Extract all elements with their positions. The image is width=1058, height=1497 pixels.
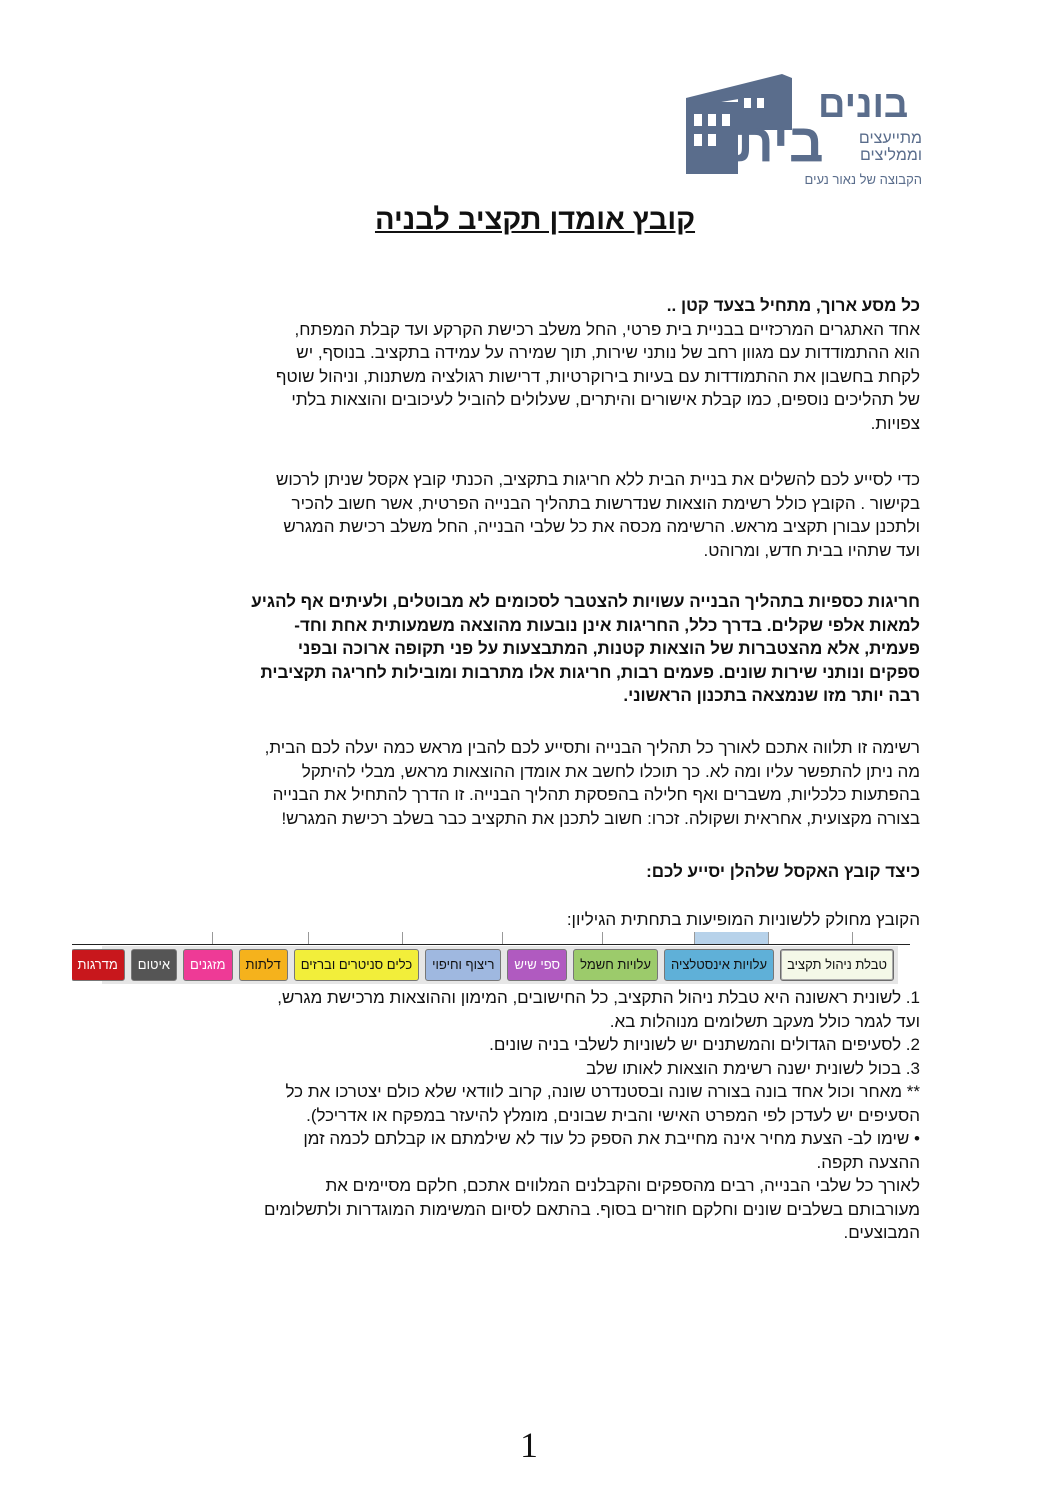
text-line: • שימו לב- הצעת מחיר אינה מחייבת את הספק כל עוד לא שילמתם או קבלתם לכמה זמן	[303, 1129, 920, 1148]
sheet-tab[interactable]: מזגנים	[183, 949, 233, 981]
grid-line	[768, 932, 769, 944]
excel-paragraph	[150, 468, 920, 562]
text-line: בקישור . הקובץ כולל רשימת הוצאות שנדרשות בתהליך הבנייה הפרטית, אשר חשוב להכיר	[291, 493, 920, 513]
text-line: ועד לגמר כולל מעקב תשלומים מנוהלות בא.	[609, 1011, 920, 1031]
intro-paragraph	[150, 294, 920, 435]
text-line: הסעיפים יש לעדכן לפי המפרט האישי והבית שבונים, מומלץ להיעזר במפקח או אדריכל).	[306, 1105, 920, 1125]
logo-side-text	[830, 130, 922, 164]
grid-line	[852, 932, 853, 944]
grid-line	[402, 932, 403, 944]
section-heading: כיצד קובץ האקסל שלהלן יסייע לכם:	[646, 862, 920, 881]
excel-tabs-screenshot	[72, 932, 910, 986]
text-line: בהפתעות כלכליות, משברים ואף חלילה בהפסקת תהליך הבנייה. זו הדרך להתחיל את הבנייה	[272, 785, 920, 804]
text-line: של תהליכים נוספים, כמו קבלת אישורים והיתרים, שעלולים להוביל לעיכובים והוצאות בלתי	[291, 390, 920, 409]
sheet-tab[interactable]: עלויות חשמל	[573, 949, 658, 981]
text-line: ** מאחר וכול אחד בונה בצורה שונה ובסטנדרט שונה, קרוב לוודאי שלא כולם יצטרכו את כל	[285, 1082, 920, 1101]
text-line: רבה יותר מזו שנמצאה בתכנון הראשוני.	[623, 686, 920, 705]
text-line: ולתכנן עבורן תקציב מראש. הרשימה מכסה את כל שלבי הבנייה, החל משלב רכישת המגרש	[283, 517, 920, 536]
sheet-tab[interactable]: ריצוף וחיפוי	[425, 949, 501, 981]
text-line: לקחת בחשבון את ההתמודדות עם בעיות בירוקרטיות, דרישות רגולציה משתנות, וניהול שוטף	[275, 366, 920, 386]
text-line: 3. בכול לשונית ישנה רשימת הוצאות לאותו שלב	[586, 1058, 920, 1078]
text-line: אחד האתגרים המרכזיים בבניית בית פרטי, החל משלב רכישת הקרקע ועד קבלת המפתח,	[294, 319, 920, 339]
help-heading	[150, 860, 920, 884]
sheet-tab[interactable]: ספי שיש	[507, 949, 567, 981]
intro-lead: כל מסע ארוך, מתחיל בצעד קטן ..	[666, 296, 920, 315]
text-line: פעמית, אלא מהצטברות של הוצאות קטנות, המתבצעות על פני תקופה ארוכה ובפני	[297, 639, 920, 658]
text-line: ועד שתהיו בבית חדש, ומרוהט.	[703, 540, 920, 560]
text-line: 1. לשונית ראשונה היא טבלת ניהול התקציב, כל החישובים, המימון וההוצאות מרכישת מגרש,	[277, 988, 920, 1007]
page-title: קובץ אומדן תקציב לבניה	[374, 204, 696, 236]
text-line: כדי לסייע לכם להשלים את בניית הבית ללא חריגות בתקציב, הכנתי קובץ אקסל שניתן לרכוש	[275, 470, 920, 489]
tabs-explanation	[150, 986, 920, 1245]
highlighted-cell	[694, 932, 768, 944]
sheet-tab[interactable]: איטום	[131, 949, 177, 981]
text-line: מה ניתן להתפשר עליו ומה לא. כך תוכלו לחשב את אומדן ההוצאות מראש, מבלי להיתקל	[301, 761, 920, 781]
text-line: ההצעה תקפה.	[816, 1152, 920, 1172]
sheet-grid-fragment	[72, 932, 910, 945]
text-line: הוא ההתמודדות עם מגוון רחב של נותני שירות, תוך שמירה על עמידה בתקציב. בנוסף, יש	[296, 343, 920, 362]
grid-line	[308, 932, 309, 944]
grid-line	[694, 932, 695, 944]
logo-side-line: מתייעצים	[858, 130, 922, 147]
text-line: מעורבותם בשלבים שונים וחלקם חוזרים בסוף. בהתאם לסיום המשימות המוגדרות ולתשלומים	[263, 1199, 920, 1219]
text-line: בצורה מקצועית, אחראית ושקולה. זכרו: חשוב לתכנן את התקציב כבר בשלב רכישת המגרש!	[281, 808, 920, 828]
tabs-intro	[150, 908, 920, 932]
sheet-tab[interactable]: כלים סניטרים וברזים	[294, 949, 419, 981]
list-paragraph	[150, 736, 920, 830]
sheet-tab[interactable]: טבלת ניהול תקציב	[780, 949, 894, 981]
grid-line	[502, 932, 503, 944]
text-line: למאות אלפי שקלים. בדרך כלל, החריגות אינן נובעות מהוצאה משמעותית אחת וחד-	[294, 615, 920, 635]
text-line: חריגות כספיות בתהליך הבנייה עשויות להצטבר לסכומים לא מבוטלים, ולעיתים אף להגיע	[251, 592, 920, 611]
logo-word-top: בונים	[818, 84, 909, 126]
text-line: צפויות.	[870, 413, 920, 433]
sheet-tab[interactable]: דלתות	[239, 949, 288, 981]
logo-word-big: בית	[735, 113, 824, 173]
sheet-tab[interactable]: עלויות אינסטלציה	[664, 949, 774, 981]
text-line: רשימה זו תלווה אתכם לאורך כל תהליך הבנייה ותסייע לכם להבין מראש כמה יעלה לכם הבית,	[264, 738, 920, 757]
text-line: לאורך כל שלבי הבנייה, רבים מהספקים והקבלנים המלווים אתכם, חלקם מסיימים את	[325, 1176, 920, 1195]
sheet-tab-bar	[77, 946, 898, 984]
page-number: 1	[520, 1425, 538, 1465]
text-line: המבוצעים.	[843, 1223, 920, 1242]
deviation-paragraph	[150, 590, 920, 708]
logo-tagline: הקבוצה של נאור נעים	[804, 172, 922, 187]
grid-line	[212, 932, 213, 944]
text-line: ספקים ונותני שירות שונים. פעמים רבות, חריגות אלו מתרבות ומובילות לחריגה תקציבית	[260, 662, 920, 682]
text-line: 2. לסעיפים הגדולים והמשתנים יש לשוניות לשלבי בניה שונים.	[489, 1035, 920, 1054]
grid-line	[602, 932, 603, 944]
sheet-tab[interactable]: מדרגות	[72, 949, 125, 981]
text-line: הקובץ מחולק ללשוניות המופיעות בתחתית הגיליון:	[566, 910, 920, 929]
logo-side-line: וממליצים	[859, 147, 922, 164]
